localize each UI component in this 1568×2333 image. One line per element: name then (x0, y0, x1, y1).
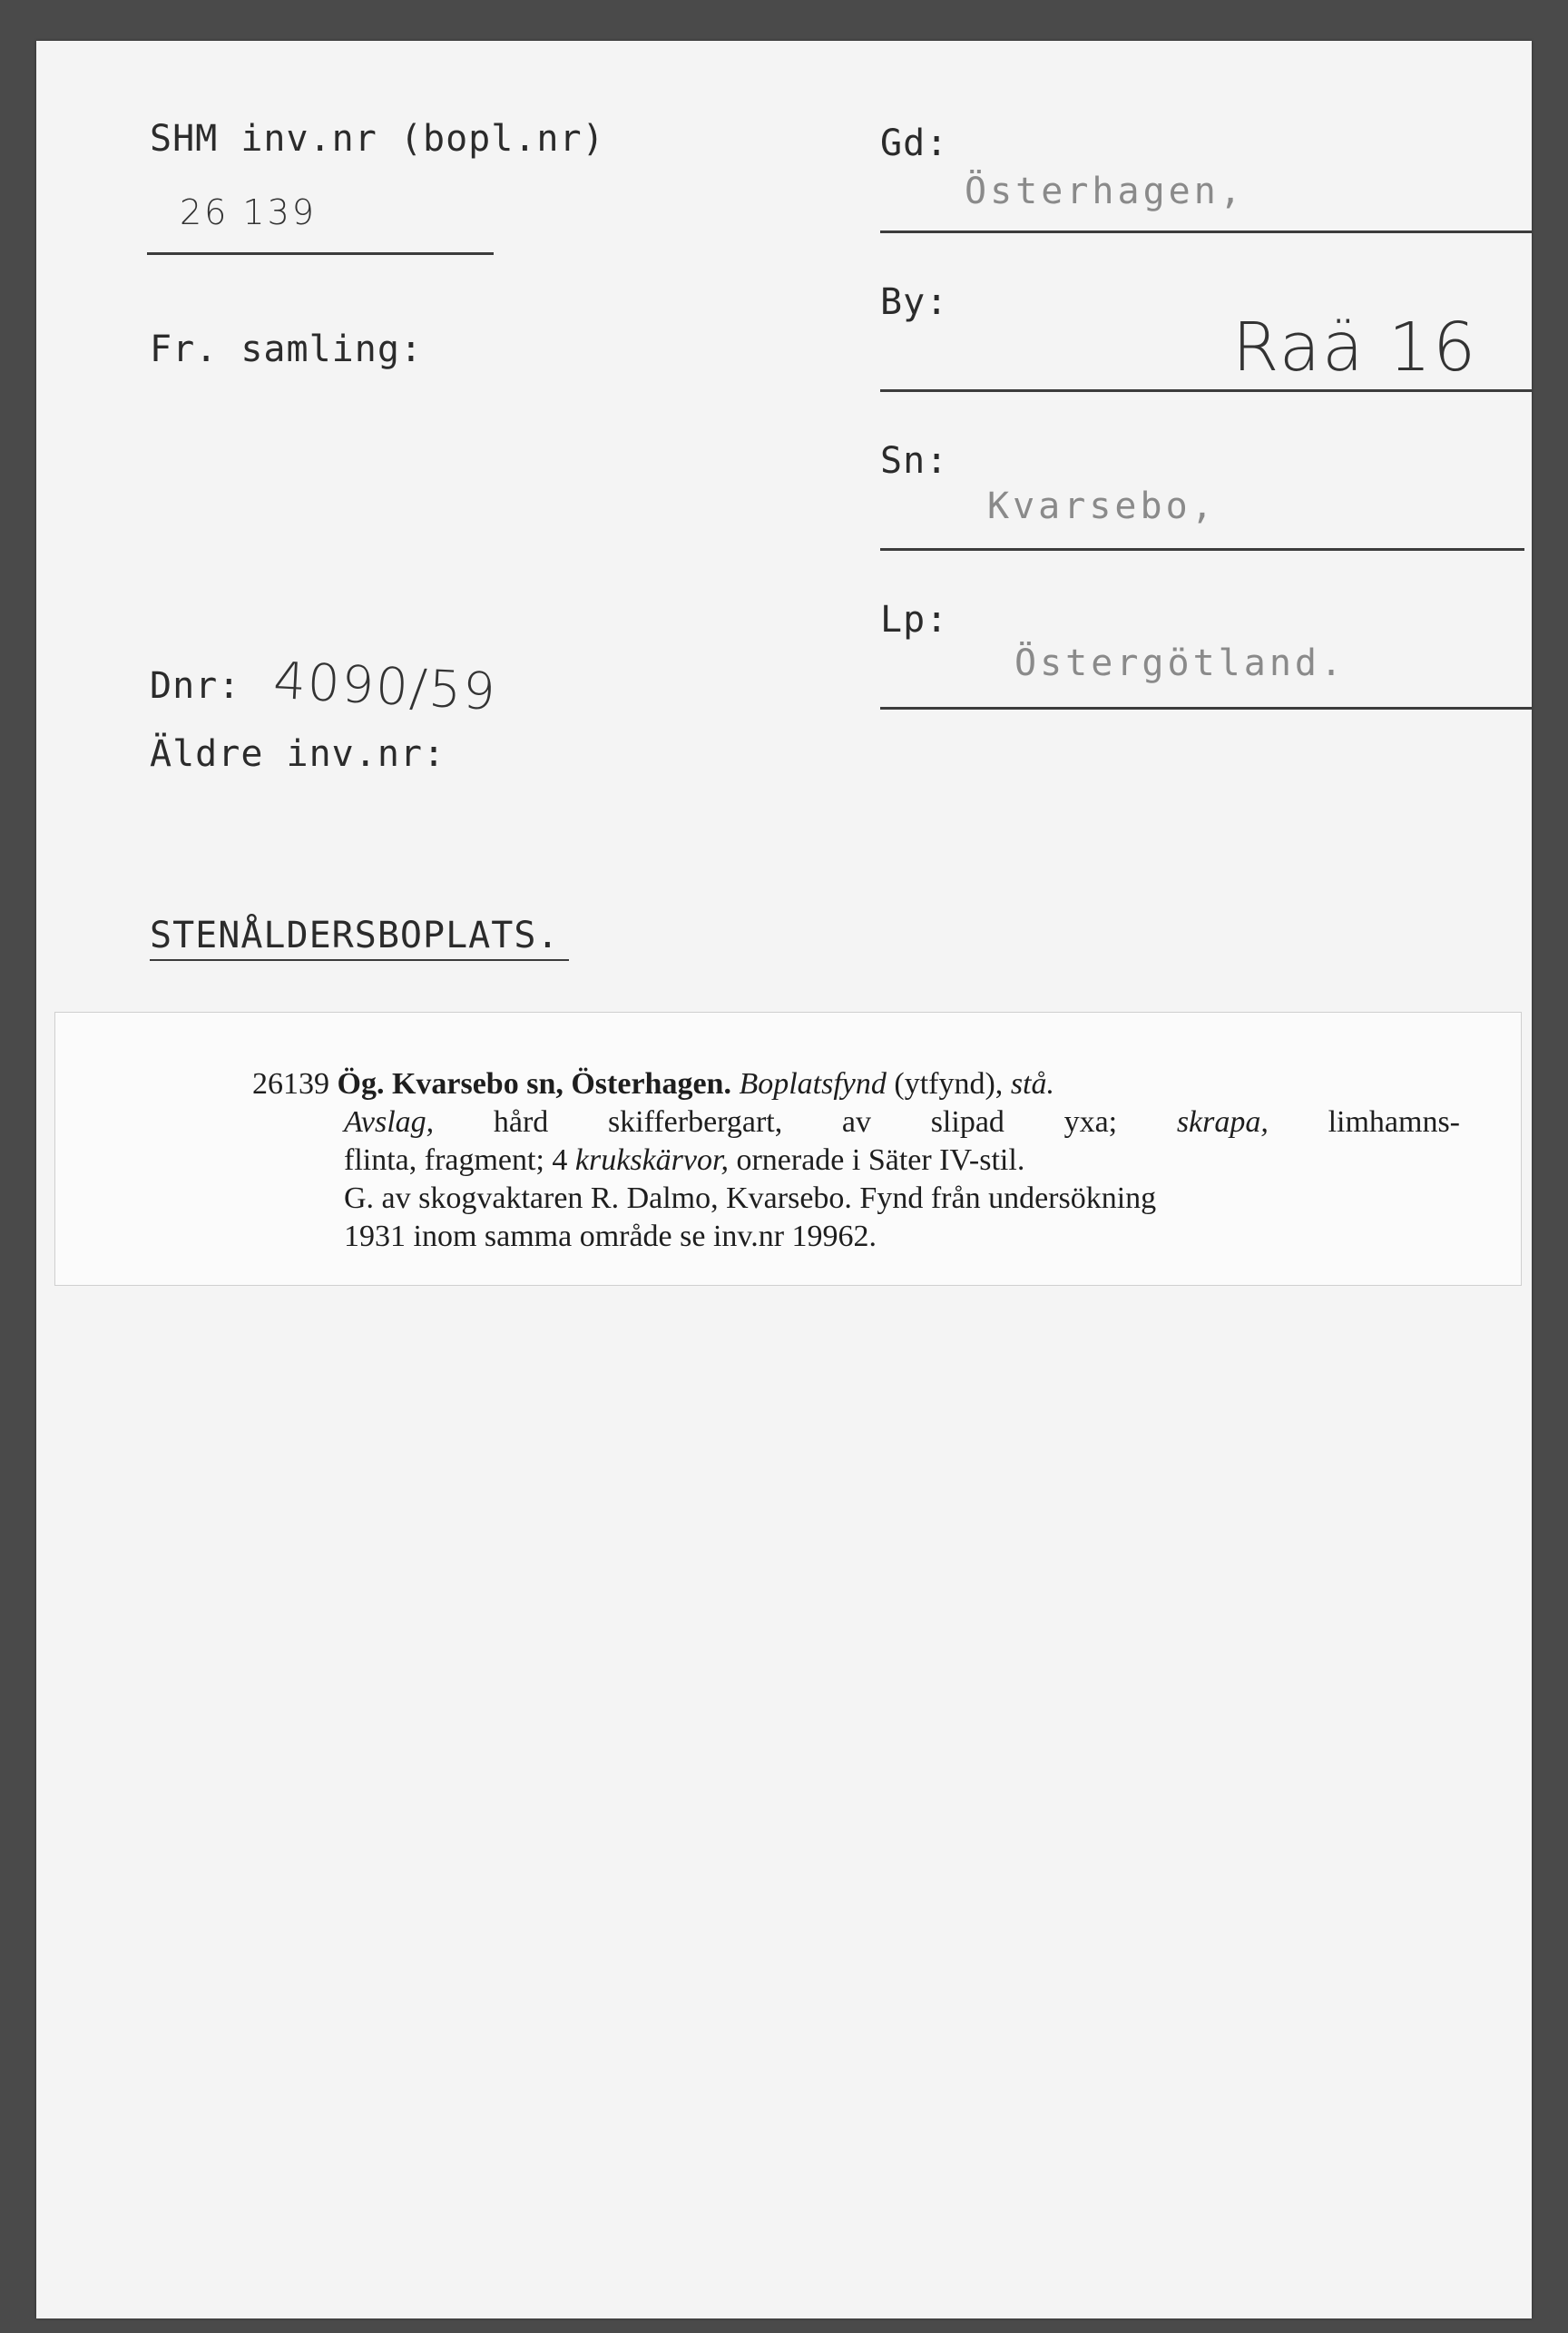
slip-line-1 (252, 1065, 1368, 1103)
slip-term: stå. (1010, 1067, 1054, 1101)
slip-text-segment: limhamns- (1328, 1105, 1461, 1139)
aldre-inv-label: Äldre inv.nr: (150, 733, 446, 775)
slip-term: Avslag, (344, 1105, 435, 1139)
fr-samling-label: Fr. samling: (150, 328, 423, 370)
slip-term: krukskärvor, (574, 1143, 729, 1177)
gd-rule (880, 230, 1532, 233)
slip-term: skrapa, (1176, 1105, 1269, 1139)
lp-label: Lp: (880, 599, 949, 641)
slip-line-3 (344, 1142, 1460, 1180)
slip-text-segment: ornerade i Säter IV-stil. (736, 1143, 1025, 1177)
slip-line-5: 1931 inom samma område se inv.nr 19962. (344, 1220, 877, 1253)
slip-number: 26139 (252, 1067, 329, 1101)
inv-label: SHM inv.nr (bopl.nr) (150, 118, 605, 160)
gd-label: Gd: (880, 123, 949, 164)
slip-text-segment: (ytfynd), (894, 1067, 1004, 1101)
category-text: STENÅLDERSBOPLATS. (150, 915, 560, 956)
dnr-value: 4090/59 (271, 652, 499, 722)
sn-value: Kvarsebo, (987, 485, 1217, 527)
dnr-label: Dnr: (150, 665, 241, 707)
sn-label: Sn: (880, 440, 949, 482)
slip-text-segment: hård skifferbergart, av slipad yxa; (493, 1105, 1118, 1139)
lp-rule (880, 707, 1532, 710)
gd-value: Österhagen, (965, 171, 1245, 212)
by-label: By: (880, 281, 949, 323)
lp-value: Östergötland. (1014, 642, 1347, 684)
slip-term: Boplatsfynd (739, 1067, 887, 1101)
slip-line-2 (344, 1103, 1460, 1142)
slip-text-segment: flinta, fragment; 4 (344, 1143, 568, 1177)
catalog-slip (54, 1012, 1522, 1286)
inv-number: 26 139 (180, 192, 317, 232)
slip-line-4: G. av skogvaktaren R. Dalmo, Kvarsebo. Fynd från undersökning (344, 1181, 1157, 1215)
inv-underline (147, 252, 494, 255)
by-rule (880, 389, 1532, 392)
slip-heading: Ög. Kvarsebo sn, Österhagen. (337, 1067, 731, 1101)
sn-rule (880, 548, 1524, 551)
by-value: Raä 16 (1232, 309, 1478, 387)
category-underline (150, 959, 569, 961)
